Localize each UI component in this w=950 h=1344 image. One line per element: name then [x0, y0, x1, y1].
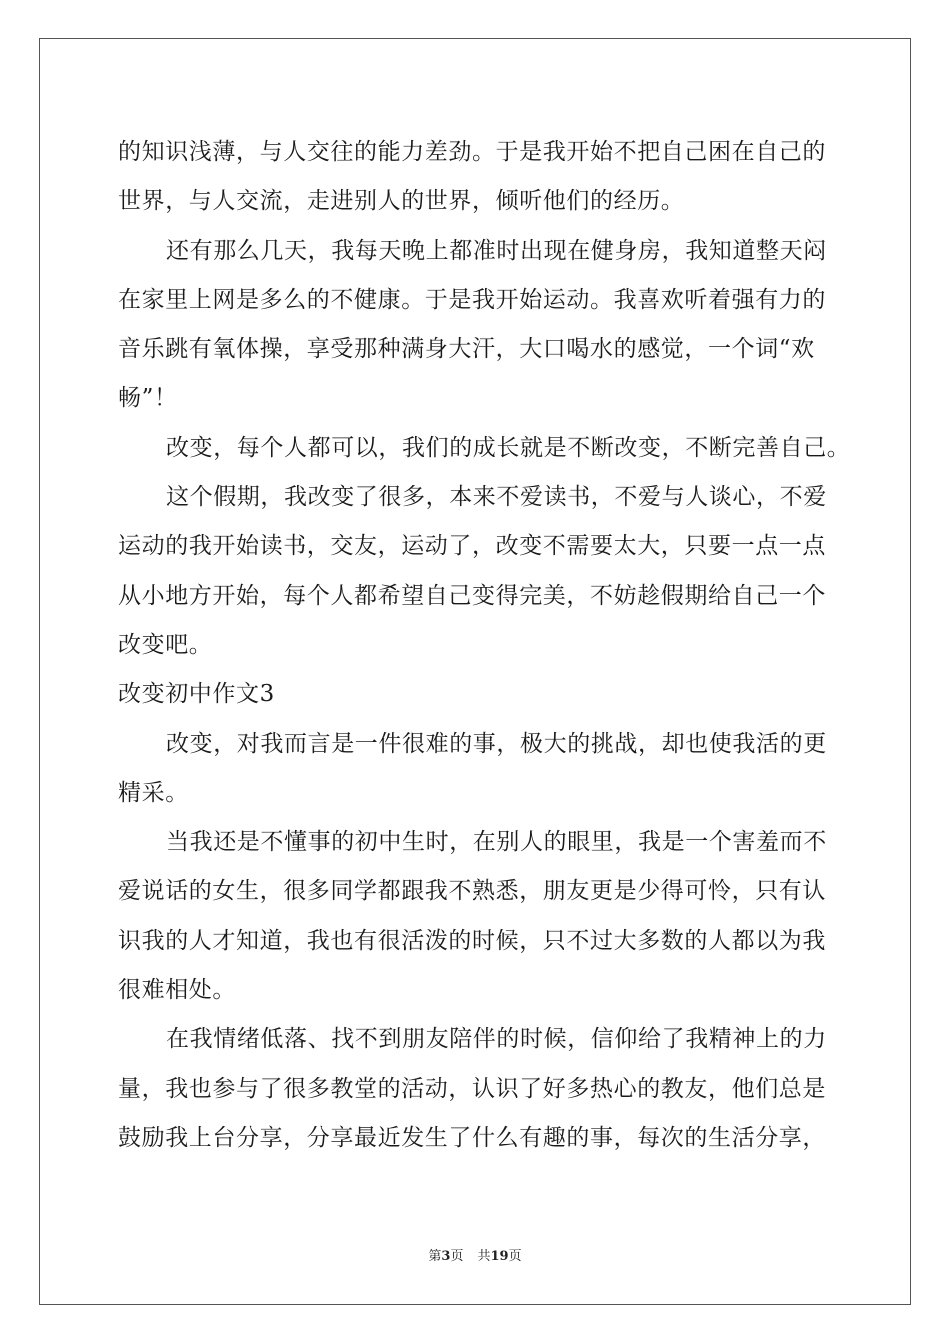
- text-line: 量，我也参与了很多教堂的活动，认识了好多热心的教友，他们总是: [118, 1075, 826, 1102]
- text-line: 改变，对我而言是一件很难的事，极大的挑战，却也使我活的更: [166, 730, 827, 757]
- page-prefix: 第: [428, 1249, 442, 1264]
- text-line: 当我还是不懂事的初中生时，在别人的眼里，我是一个害羞而不: [166, 829, 827, 856]
- text-line: 的知识浅薄，与人交往的能力差劲。于是我开始不把自己困在自己的: [118, 139, 826, 165]
- total-pages: 19: [490, 1249, 509, 1264]
- text-line: 音乐跳有氧体操，享受那种满身大汗，大口喝水的感觉，一个词“欢: [118, 336, 815, 363]
- text-line: 运动的我开始读书，交友，运动了，改变不需要太大，只要一点一点: [118, 533, 826, 560]
- page-suffix: 页: [450, 1249, 464, 1264]
- text-line: 精采。: [118, 779, 189, 806]
- page-footer: [0, 1248, 950, 1266]
- text-line: 识我的人才知道，我也有很活泼的时候，只不过大多数的人都以为我: [118, 927, 826, 954]
- page-number: 3: [441, 1249, 451, 1264]
- text-line: 爱说话的女生，很多同学都跟我不熟悉，朋友更是少得可怜，只有认: [118, 878, 826, 905]
- text-line: 改变，每个人都可以，我们的成长就是不断改变，不断完善自己。: [166, 434, 851, 461]
- text-line: 畅”！: [118, 385, 178, 412]
- text-line: 鼓励我上台分享，分享最近发生了什么有趣的事，每次的生活分享，: [118, 1124, 826, 1151]
- section-heading: 改变初中作文3: [118, 681, 275, 708]
- total-prefix: 共: [477, 1249, 491, 1264]
- text-line: 还有那么几天，我每天晚上都准时出现在健身房，我知道整天闷: [166, 237, 827, 264]
- text-line: 世界，与人交流，走进别人的世界，倾听他们的经历。: [118, 188, 685, 215]
- text-line: 这个假期，我改变了很多，本来不爱读书，不爱与人谈心，不爱: [166, 484, 827, 511]
- text-line: 在我情绪低落、找不到朋友陪伴的时候，信仰给了我精神上的力: [166, 1026, 827, 1053]
- document-body: [118, 128, 858, 1163]
- text-line: 很难相处。: [118, 977, 236, 1004]
- text-line: 在家里上网是多么的不健康。于是我开始运动。我喜欢听着强有力的: [118, 286, 826, 313]
- text-line: 改变吧。: [118, 631, 213, 658]
- total-suffix: 页: [508, 1249, 522, 1264]
- text-line: 从小地方开始，每个人都希望自己变得完美，不妨趁假期给自己一个: [118, 582, 826, 609]
